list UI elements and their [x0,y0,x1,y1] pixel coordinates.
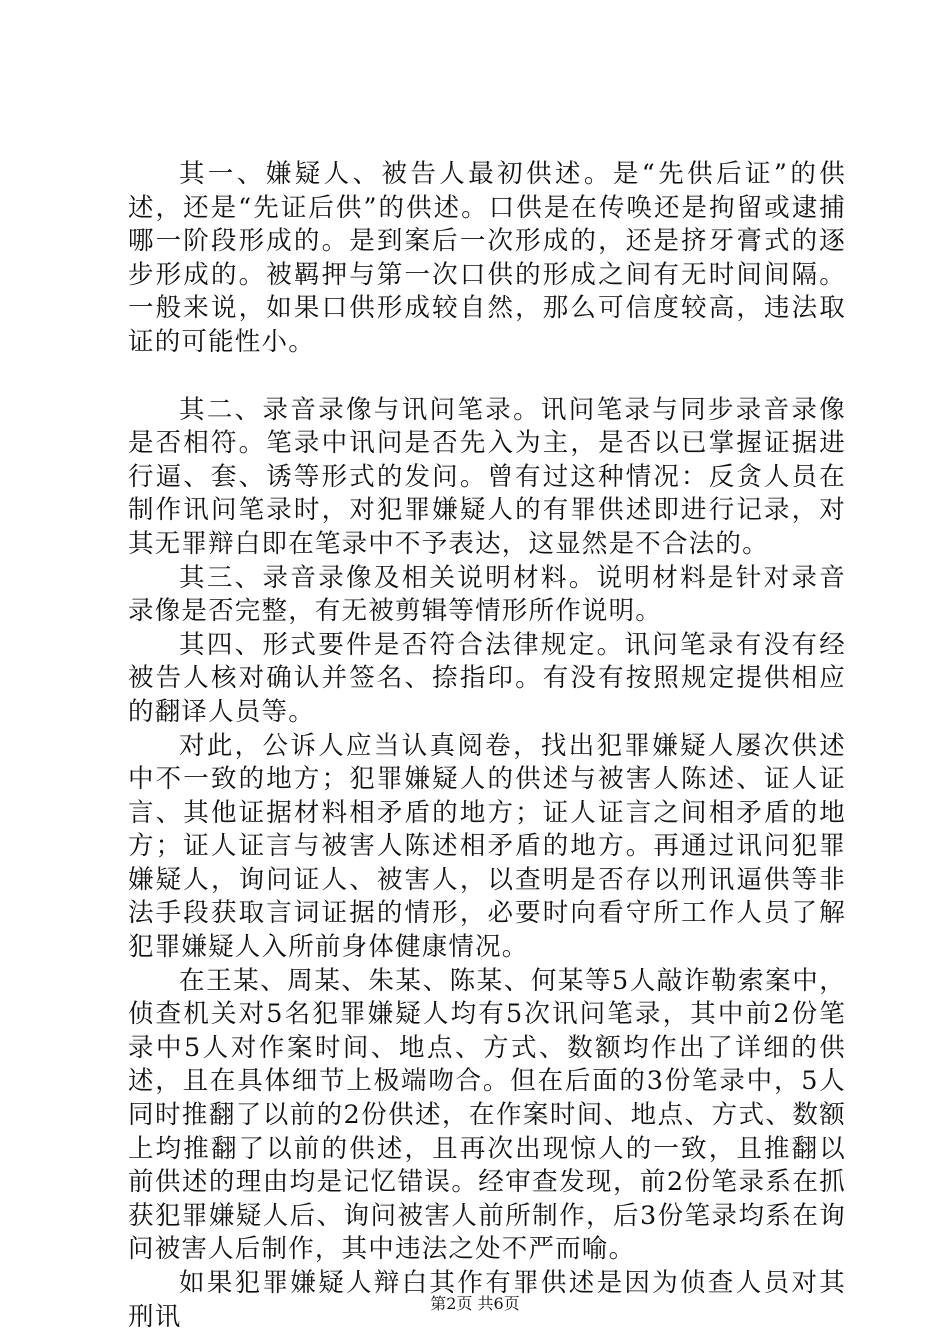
paragraph-7: 如果犯罪嫌疑人辩白其作有罪供述是因为侦查人员对其刑讯 [128,1268,846,1332]
page-number-footer: 第2页 共6页 [430,1294,520,1313]
paragraph-4: 其四、形式要件是否符合法律规定。讯问笔录有没有经被告人核对确认并签名、捺指印。有没有按照规定提供相应的翻译人员等。 [128,629,846,727]
paragraph-5: 对此，公诉人应当认真阅卷，找出犯罪嫌疑人屡次供述中不一致的地方；犯罪嫌疑人的供述与被害人陈述、证人证言、其他证据材料相矛盾的地方；证人证言之间相矛盾的地方；证人证言与被害人陈述相矛盾的地方。再通过讯问犯罪嫌疑人，询问证人、被害人，以查明是否存以刑讯逼供等非法手段获取言词证据的情形，必要时向看守所工作人员了解犯罪嫌疑人入所前身体健康情况。 [128,730,846,963]
paragraph-1: 其一、嫌疑人、被告人最初供述。是“先供后证”的供述，还是“先证后供”的供述。口供是在传唤还是拘留或逮捕哪一阶段形成的。是到案后一次形成的，还是挤牙膏式的逐步形成的。被羁押与第一次口供的形成之间有无时间间隔。一般来说，如果口供形成较自然，那么可信度较高，违法取证的可能性小。 [128,159,846,357]
document-body [128,158,846,1334]
paragraph-6: 在王某、周某、朱某、陈某、何某等5人敲诈勒索案中，侦查机关对5名犯罪嫌疑人均有5次讯问笔录，其中前2份笔录中5人对作案时间、地点、方式、数额均作出了详细的供述，且在具体细节上极端吻合。但在后面的3份笔录中，5人同时推翻了以前的2份供述，在作案时间、地点、方式、数额上均推翻了以前的供述，且再次出现惊人的一致，且推翻以前供述的理由均是记忆错误。经审查发现，前2份笔录系在抓获犯罪嫌疑人后、询问被害人前所制作，后3份笔录均系在询问被害人后制作，其中违法之处不严而喻。 [128,965,846,1265]
paragraph-2: 其二、录音录像与讯问笔录。讯问笔录与同步录音录像是否相符。笔录中讯问是否先入为主，是否以已掌握证据进行逼、套、诱等形式的发问。曾有过这种情况：反贪人员在制作讯问笔录时，对犯罪嫌疑人的有罪供述即进行记录，对其无罪辩白即在笔录中不予表达，这显然是不合法的。 [128,394,846,559]
paragraph-gap [128,360,846,394]
paragraph-3: 其三、录音录像及相关说明材料。说明材料是针对录音录像是否完整，有无被剪辑等情形所作说明。 [128,562,846,627]
